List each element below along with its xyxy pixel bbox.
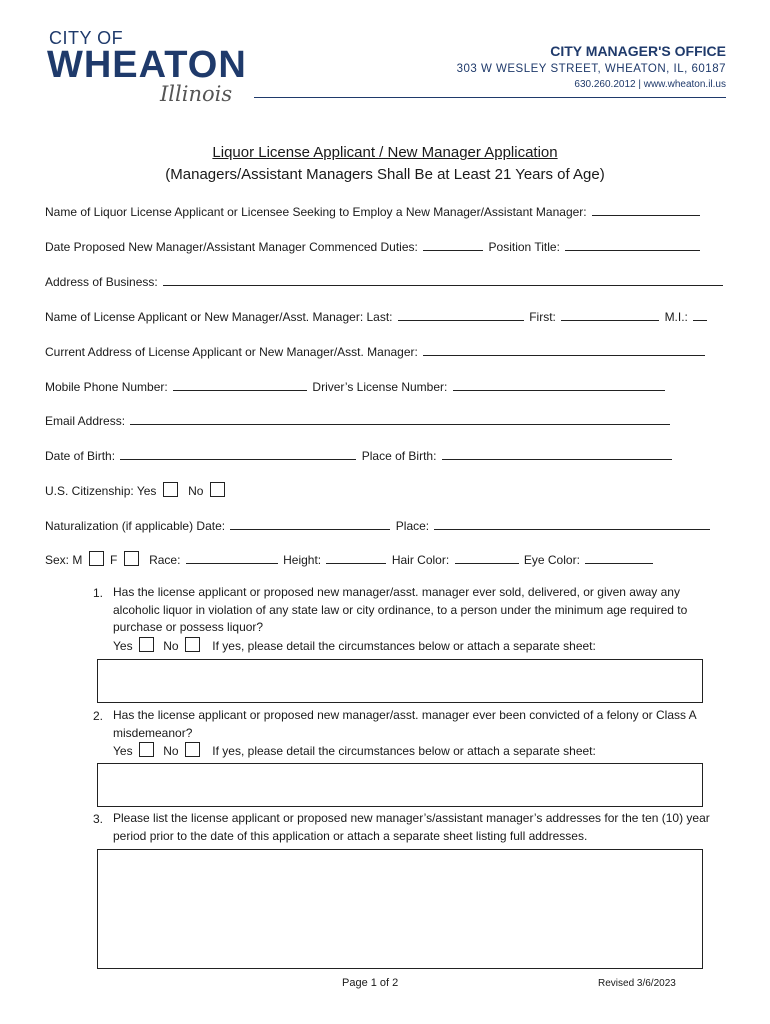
question-1-yes-checkbox[interactable] (139, 637, 154, 652)
field-address-business-label: Address of Business: (45, 275, 158, 289)
field-sex-label: Sex: M (45, 553, 83, 567)
field-date-commenced-input[interactable] (423, 238, 483, 251)
citizenship-no-checkbox[interactable] (210, 482, 225, 497)
header-rule (254, 97, 726, 98)
question-2-yes-checkbox[interactable] (139, 742, 154, 757)
field-hair-label: Hair Color: (391, 553, 450, 567)
logo-wheaton: WHEATON (47, 44, 247, 86)
question-2-number: 2. (93, 709, 104, 723)
question-1-number: 1. (93, 586, 104, 600)
field-mobile-label: Mobile Phone Number: (45, 380, 168, 394)
field-drivers-license-input[interactable] (453, 378, 665, 391)
office-contact: 630.260.2012 | www.wheaton.il.us (574, 79, 726, 90)
question-2-no-label: No (163, 744, 179, 758)
field-naturalization-label: Naturalization (if applicable) Date: (45, 519, 226, 533)
field-email-label: Email Address: (45, 414, 126, 428)
field-height-input[interactable] (326, 551, 386, 564)
field-naturalization-row (45, 517, 712, 533)
page-number: Page 1 of 2 (342, 977, 399, 989)
field-hair-input[interactable] (455, 551, 519, 564)
office-name: CITY MANAGER'S OFFICE (550, 43, 726, 59)
field-physical-row (45, 551, 655, 567)
field-licensee-row (45, 203, 702, 219)
field-position-title-label: Position Title: (488, 240, 560, 254)
field-commenced-row (45, 238, 702, 254)
field-birth-row (45, 447, 674, 463)
field-dob-label: Date of Birth: (45, 449, 116, 463)
field-email-row (45, 412, 672, 428)
field-dob-input[interactable] (120, 447, 356, 460)
form-subtitle: (Managers/Assistant Managers Shall Be at Least 21 Years of Age) (165, 166, 605, 183)
field-email-input[interactable] (130, 412, 670, 425)
field-business-row (45, 273, 725, 289)
field-name-last-input[interactable] (398, 308, 524, 321)
field-name-mi-input[interactable] (693, 308, 707, 321)
question-3-address-box[interactable] (97, 849, 703, 969)
field-name-mi-label: M.I.: (664, 310, 688, 324)
field-drivers-license-label: Driver’s License Number: (312, 380, 448, 394)
field-current-address-row (45, 343, 707, 359)
field-licensee-label: Name of Liquor License Applicant or Licensee Seeking to Employ a New Manager/Assistant Manager: (45, 205, 587, 219)
field-eye-input[interactable] (585, 551, 653, 564)
field-current-address-input[interactable] (423, 343, 705, 356)
question-2-detail-label: If yes, please detail the circumstances below or attach a separate sheet: (212, 744, 596, 758)
question-2-answer-row (113, 742, 596, 758)
question-2-text: Has the license applicant or proposed new manager/asst. manager ever been convicted of a felony or Class A misdemeanor? (113, 708, 697, 740)
field-place-of-birth-label: Place of Birth: (361, 449, 437, 463)
field-place-input[interactable] (434, 517, 710, 530)
question-2-detail-box[interactable] (97, 763, 703, 807)
field-race-label: Race: (149, 553, 181, 567)
form-title: Liquor License Applicant / New Manager Application (212, 144, 558, 161)
field-sex-f-label: F (110, 553, 118, 567)
question-3-number: 3. (93, 812, 104, 826)
question-1-text: Has the license applicant or proposed new manager/asst. manager ever sold, delivered, or given away any alcoholic liquor in violation of any state law or city ordinance, to a person under the minimum age required to purchase or possess liquor? (113, 585, 688, 634)
field-race-input[interactable] (186, 551, 278, 564)
field-name-first-input[interactable] (561, 308, 659, 321)
field-phone-row (45, 378, 667, 394)
revision-date: Revised 3/6/2023 (598, 978, 676, 989)
field-name-last-label: Name of License Applicant or New Manager/Asst. Manager: Last: (45, 310, 393, 324)
question-1-detail-box[interactable] (97, 659, 703, 703)
field-address-business-input[interactable] (163, 273, 723, 286)
citizenship-yes-checkbox[interactable] (163, 482, 178, 497)
sex-f-checkbox[interactable] (124, 551, 139, 566)
question-1-detail-label: If yes, please detail the circumstances below or attach a separate sheet: (212, 639, 596, 653)
question-1-yes-label: Yes (113, 639, 133, 653)
field-position-title-input[interactable] (565, 238, 700, 251)
field-citizenship-label: U.S. Citizenship: Yes (45, 484, 157, 498)
field-height-label: Height: (283, 553, 322, 567)
field-current-address-label: Current Address of License Applicant or New Manager/Asst. Manager: (45, 345, 418, 359)
question-3-text: Please list the license applicant or proposed new manager’s/assistant manager’s addresses for the ten (10) year period prior to the date of this application or attach a separate sheet listing full addresses. (113, 811, 710, 843)
field-date-commenced-label: Date Proposed New Manager/Assistant Manager Commenced Duties: (45, 240, 418, 254)
field-citizenship-no-label: No (188, 484, 204, 498)
field-name-first-label: First: (529, 310, 556, 324)
logo-city-of: CITY OF (49, 28, 124, 48)
question-1-no-label: No (163, 639, 179, 653)
field-eye-label: Eye Color: (523, 553, 580, 567)
question-2-yes-label: Yes (113, 744, 133, 758)
field-licensee-input[interactable] (592, 203, 700, 216)
field-citizenship-row (45, 482, 228, 498)
sex-m-checkbox[interactable] (89, 551, 104, 566)
question-2-no-checkbox[interactable] (185, 742, 200, 757)
field-mobile-input[interactable] (173, 378, 307, 391)
field-place-of-birth-input[interactable] (442, 447, 672, 460)
field-place-label: Place: (395, 519, 430, 533)
field-naturalization-input[interactable] (230, 517, 390, 530)
logo-illinois-script: Illinois (160, 82, 233, 106)
question-1-no-checkbox[interactable] (185, 637, 200, 652)
field-name-row (45, 308, 709, 324)
question-1-answer-row (113, 637, 596, 653)
office-address: 303 W WESLEY STREET, WHEATON, IL, 60187 (456, 63, 726, 75)
